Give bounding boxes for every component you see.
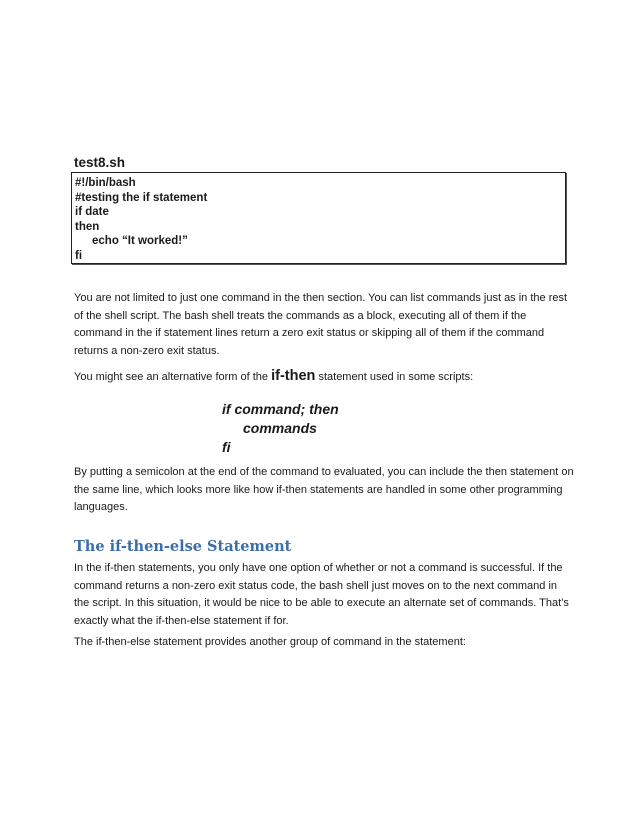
code-line-echo: echo “It worked!” (92, 235, 188, 248)
code-line-comment: #testing the if statement (75, 191, 208, 204)
code-line-fi: fi (75, 249, 83, 262)
if-then-emphasis: if-then (271, 368, 316, 384)
code-line-then: then (75, 220, 100, 233)
paragraph-alternative-form (74, 367, 574, 386)
paragraph-if-then-else-intro: In the if-then statements, you only have one option of whether or not a command is successful. If the command returns a non-zero exit status code, the bash shell just moves on to the next command in the script. In this situation, it would be nice to be able to execute an alternate set of commands. That’s exactly what the if-then-else statement if for. (74, 562, 569, 627)
paragraph-alternative-form-after: statement used in some scripts: (315, 371, 474, 383)
syntax-block (222, 400, 339, 457)
file-title: test8.sh (74, 155, 126, 170)
syntax-line-if: if command; then (222, 401, 339, 417)
code-line-if: if date (75, 206, 109, 219)
syntax-line-fi: fi (222, 439, 231, 455)
paragraph-semicolon: By putting a semicolon at the end of the command to evaluated, you can include the then statement on the same line, which looks more like how if-then statements are handled in some other programming languages. (74, 466, 574, 513)
section-heading: The if-then-else Statement (74, 538, 292, 555)
paragraph-alternative-form-before: You might see an alternative form of the (74, 371, 272, 383)
paragraph-then-block: You are not limited to just one command in the then section. You can list commands just as in the rest of the shell script. The bash shell treats the commands as a block, executing all of them if the command in the if statement lines return a zero exit status or skipping all of them if the command returns a non-zero exit status. (74, 292, 568, 357)
code-block (71, 172, 566, 264)
code-line-shebang: #!/bin/bash (75, 177, 136, 189)
paragraph-if-then-else-group: The if-then-else statement provides another group of command in the statement: (74, 636, 466, 648)
syntax-line-commands: commands (243, 420, 317, 436)
